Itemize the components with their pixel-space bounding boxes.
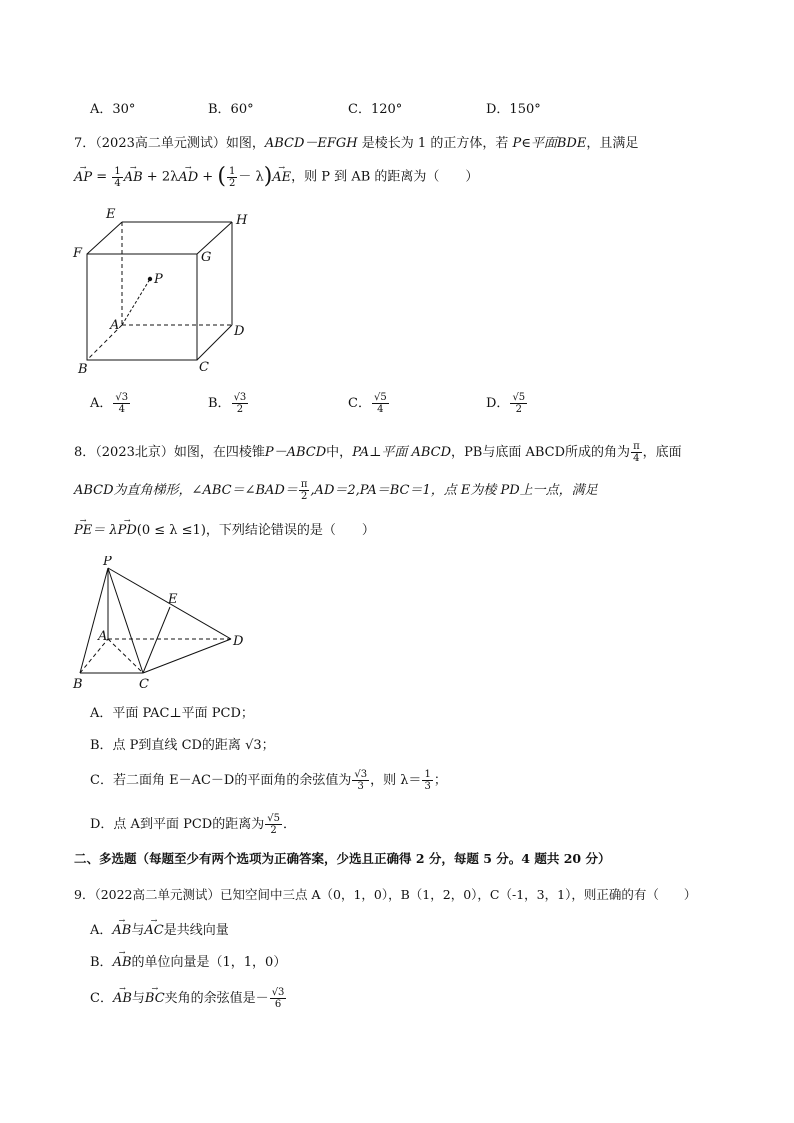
q8-optc-num2: 1 xyxy=(424,769,431,780)
q7-opt-b-num: √3 xyxy=(233,392,247,403)
q9-optc-mid: 与 xyxy=(131,991,145,1006)
front-face xyxy=(87,254,197,360)
q9-optb-vec1: → AB xyxy=(113,954,132,972)
q7-vec-ad: → AD xyxy=(178,165,198,191)
q8-optd-den: 2 xyxy=(270,825,277,836)
q8-pi4-den: 4 xyxy=(633,453,640,464)
q7-frac1-num: 1 xyxy=(114,165,121,177)
q7-opt-d-num: √5 xyxy=(512,392,526,403)
q8-l1e: ， xyxy=(451,445,465,460)
q7-frac2-den: 2 xyxy=(228,177,236,189)
q7-opt-b-letter: B． xyxy=(208,396,231,411)
q7-opt-a-frac xyxy=(113,392,130,415)
label-f: F xyxy=(73,246,83,261)
q7-opt-b-frac xyxy=(232,392,249,415)
q9-opta-mid: 与 xyxy=(131,923,145,938)
q7-cube-name: ABCD－EFGH xyxy=(264,136,358,151)
q7-tail: ，则 P 到 AB 的距离为（ ） xyxy=(291,169,479,185)
q7-formula xyxy=(74,164,478,191)
q8-optd-b: ． xyxy=(282,817,296,832)
edge-cd xyxy=(143,639,231,673)
q7-vec-ap: → AP xyxy=(74,165,92,191)
q9-optc-frac xyxy=(270,987,287,1010)
q7-opt-a-letter: A． xyxy=(90,396,113,411)
q9-option-b xyxy=(90,954,286,972)
q7-stem xyxy=(74,135,638,153)
q8-vec-pd: → PD xyxy=(118,522,137,540)
label-b: B xyxy=(73,677,83,692)
q8-optc-frac2 xyxy=(422,769,432,792)
q9-stem: 9．（2022高二单元测试）已知空间中三点 A（0，1，0），B（1，2，0），C（-1，3，1），则正确的有（ ） xyxy=(74,887,697,902)
label-d: D xyxy=(233,634,244,649)
q7-rparen: ) xyxy=(263,164,273,189)
q7-opt-d-letter: D． xyxy=(486,396,510,411)
q9-optb-pre: B． xyxy=(90,955,113,970)
q8-option-a: A．平面 PAC⊥平面 PCD； xyxy=(90,706,254,721)
q7-prefix: 7．（2023高二单元测试）如图， xyxy=(74,136,265,151)
q7-frac2-num: 1 xyxy=(228,165,236,177)
q8-optd-frac xyxy=(265,813,282,836)
q7-opt-a-den: 4 xyxy=(118,404,125,415)
q7-plane: BDE xyxy=(556,136,587,151)
q8-l1b: P－ABCD xyxy=(264,445,327,460)
q7-option-a xyxy=(90,392,131,415)
q7-vec-ae: → AE xyxy=(272,165,291,191)
q9-optc-tail: 夹角的余弦值是－ xyxy=(164,991,269,1006)
q8-optd-a: D．点 A到平面 PCD的距离为 xyxy=(90,817,265,832)
q8-option-c xyxy=(90,767,447,795)
label-g: G xyxy=(201,250,212,265)
q7-p-in: P∈平面 xyxy=(512,136,557,151)
point-p xyxy=(148,277,152,281)
q8-l2b: ,AD＝2,PA＝BC＝1，点 E为棱 PD上一点，满足 xyxy=(310,483,598,498)
q8-pi4-num: π xyxy=(633,441,640,452)
q7-cube-figure xyxy=(70,205,260,380)
q7-minus-lambda: － λ xyxy=(238,169,264,185)
q6-option-a: A．30° xyxy=(90,102,136,117)
label-a: A xyxy=(110,318,120,333)
q8-l1a: 8．（2023北京）如图，在四棱锥 xyxy=(74,445,265,460)
q7-text2: ，且满足 xyxy=(586,136,639,151)
q7-frac-1-2 xyxy=(227,166,237,189)
label-p: P xyxy=(154,272,163,287)
q9-option-c xyxy=(90,984,287,1014)
label-d: D xyxy=(234,324,245,339)
q8-pi-over-4 xyxy=(631,441,642,464)
q7-opt-c-letter: C． xyxy=(348,396,371,411)
q9-opta-vec1: → AB xyxy=(112,922,131,940)
q8-pi2-den: 2 xyxy=(300,491,308,502)
q8-option-d xyxy=(90,811,296,839)
q7-plus: + xyxy=(202,169,214,185)
q7-opt-b-den: 2 xyxy=(236,404,244,415)
q7-opt-a-num: √3 xyxy=(115,392,129,403)
q7-frac1-den: 4 xyxy=(114,177,121,189)
q8-optd-num: √5 xyxy=(267,813,280,824)
q6-option-b: B．60° xyxy=(208,102,254,117)
q9-opta-tail: 是共线向量 xyxy=(163,923,229,938)
q7-vec-ab: → AB xyxy=(124,165,143,191)
q9-opta-pre: A． xyxy=(90,923,113,938)
q7-opt-c-frac xyxy=(372,392,389,415)
q6-option-d: D．150° xyxy=(486,102,541,117)
label-h: H xyxy=(236,213,248,228)
q8-optc-frac1 xyxy=(352,769,369,792)
q9-optb-tail: 的单位向量是（1，1，0） xyxy=(131,955,287,970)
q8-option-b: B．点 P到直线 CD的距离 √3； xyxy=(90,738,275,753)
section2-title: 二、多选题（每题至少有两个选项为正确答案，少选且正确得 2 分，每题 5 分。4 题共 20 分） xyxy=(74,851,611,866)
q8-pyramid-figure xyxy=(70,556,260,694)
q8-pi-over-2 xyxy=(299,479,310,502)
q8-optc-b: ，则 λ＝ xyxy=(370,773,422,788)
q8-optc-den: 3 xyxy=(357,781,364,792)
q6-option-c: C．120° xyxy=(348,102,403,117)
q8-stem-line1 xyxy=(74,440,682,466)
q7-frac-1-4 xyxy=(112,166,122,189)
q8-optc-c: ； xyxy=(433,773,447,788)
q9-opta-vec2: → AC xyxy=(144,922,163,940)
q8-l1c: 中， xyxy=(326,445,353,460)
edge-cd xyxy=(197,325,232,360)
label-c: C xyxy=(199,360,209,375)
q7-option-b xyxy=(208,392,249,415)
q7-term2: + 2λ xyxy=(146,169,179,185)
q9-optc-vec1: → AB xyxy=(113,984,132,1014)
q9-option-a xyxy=(90,922,229,940)
q7-opt-c-num: √5 xyxy=(373,392,387,403)
label-a: A xyxy=(98,629,108,644)
q9-optc-num: √3 xyxy=(271,987,285,998)
q8-l1g: ，底面 xyxy=(642,445,682,460)
q9-optc-pre: C． xyxy=(90,991,113,1006)
edge-pb xyxy=(80,568,108,673)
q8-stem-line3 xyxy=(74,522,375,540)
label-p: P xyxy=(103,556,112,569)
q7-eq: = xyxy=(96,169,108,185)
q7-opt-c-den: 4 xyxy=(377,404,384,415)
q8-l3-mid: ＝ λ xyxy=(92,523,118,538)
q7-opt-d-den: 2 xyxy=(515,404,522,415)
q8-vec-pe: → PE xyxy=(74,522,92,540)
label-b: B xyxy=(78,362,88,377)
label-c: C xyxy=(139,677,149,692)
q8-l2a: ABCD为直角梯形，∠ABC＝∠BAD＝ xyxy=(74,483,298,498)
q7-lparen: ( xyxy=(217,164,226,189)
q9-optc-vec2: → BC xyxy=(145,984,165,1014)
q7-option-c xyxy=(348,392,390,415)
q8-optc-den2: 3 xyxy=(424,781,431,792)
q8-stem-line2 xyxy=(74,478,598,504)
q7-opt-d-frac xyxy=(510,392,527,415)
q8-pi2-num: π xyxy=(300,479,308,490)
q8-l3-tail: (0 ≤ λ ≤1)，下列结论错误的是（ ） xyxy=(136,523,375,538)
q9-optc-den: 6 xyxy=(274,999,282,1010)
label-e: E xyxy=(106,207,116,222)
q7-option-d xyxy=(486,392,528,415)
edge-fe xyxy=(87,222,122,254)
edge-pc xyxy=(108,568,143,673)
segment-ap xyxy=(122,279,150,325)
label-e: E xyxy=(168,592,178,607)
q8-l1f: PB与底面 ABCD所成的角为 xyxy=(464,445,631,460)
q8-optc-num: √3 xyxy=(354,769,368,780)
q7-text1: 是棱长为 1 的正方体，若 xyxy=(361,136,509,151)
q8-optc-a: C．若二面角 E－AC－D的平面角的余弦值为 xyxy=(90,773,352,788)
segment-ec xyxy=(143,607,170,673)
q8-l1d: PA⊥平面 ABCD xyxy=(352,445,452,460)
